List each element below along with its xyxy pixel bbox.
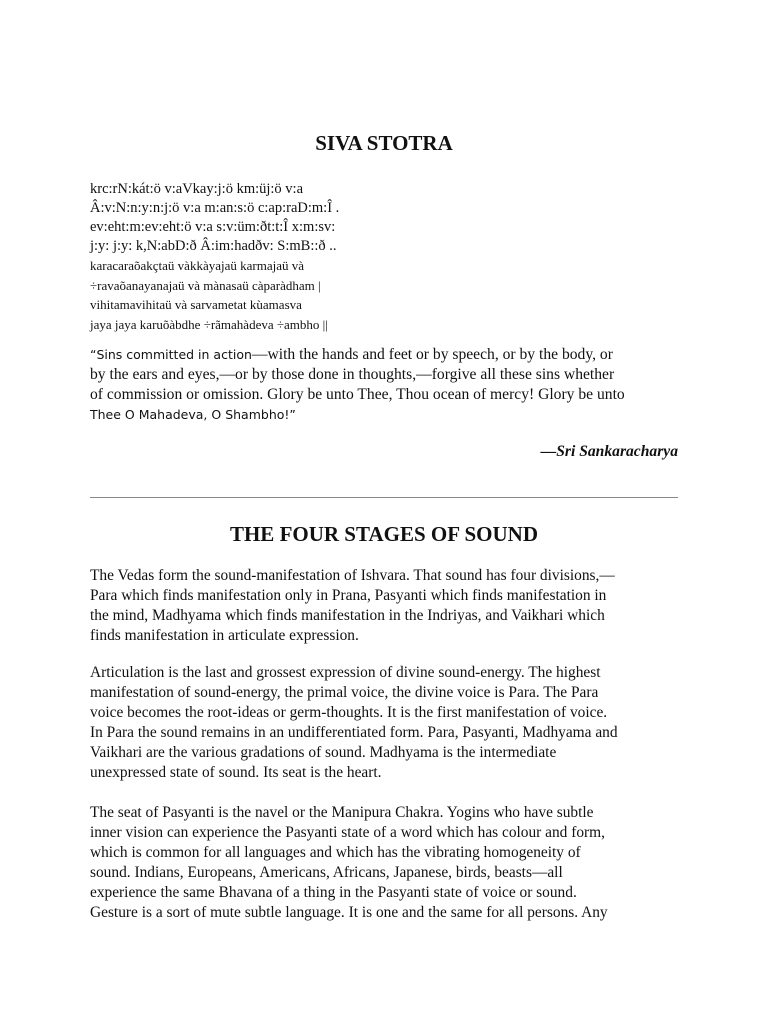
paragraph-line: Articulation is the last and grossest expression of divine sound-energy. The highest: [90, 664, 601, 681]
quote-closing: Thee O Mahadeva, O Shambho!”: [90, 407, 296, 422]
verse-font-line: j:y: j:y: k,N:abD:ð Â:im:hadðv: S:mB::ð ..: [90, 238, 337, 254]
paragraph-pasyanti: [90, 803, 686, 923]
paragraph-line: Gesture is a sort of mute subtle language. It is one and the same for all persons. Any: [90, 904, 608, 921]
paragraph-line: In Para the sound remains in an undifferentiated form. Para, Pasyanti, Madhyama and: [90, 724, 618, 741]
quote-attribution: —Sri Sankaracharya: [540, 443, 678, 460]
paragraph-line: unexpressed state of sound. Its seat is the heart.: [90, 764, 382, 781]
section-title-four-stages: THE FOUR STAGES OF SOUND: [229, 522, 539, 546]
verse-font-line: Â:v:N:n:y:n:j:ö v:a m:an:s:ö c:ap:raD:m:Î .: [90, 200, 340, 216]
paragraph-line: The seat of Pasyanti is the navel or the Manipura Chakra. Yogins who have subtle: [90, 804, 594, 821]
verse-roman-line: jaya jaya karuõàbdhe ÷rãmahàdeva ÷ambho ||: [90, 316, 328, 332]
paragraph-line: which is common for all languages and which has the vibrating homogeneity of: [90, 844, 581, 861]
quote-line: by the ears and eyes,—or by those done in thoughts,—forgive all these sins whether: [90, 366, 615, 383]
paragraph-line: finds manifestation in articulate expression.: [90, 627, 359, 644]
section-title-siva-stotra: SIVA STOTRA: [315, 131, 453, 155]
quote-line-rest: —with the hands and feet or by speech, or by the body, or: [251, 346, 613, 363]
paragraph-line: voice becomes the root-ideas or germ-thoughts. It is the first manifestation of voice.: [90, 704, 608, 721]
verse-font-line: krc:rN:kát:ö v:aVkay:j:ö km:üj:ö v:a: [90, 181, 304, 197]
verse-roman-line: karacaraõakçtaü vàkkàyajaü karmajaü và: [90, 258, 305, 273]
section-divider: [90, 497, 678, 498]
paragraph-line: experience the same Bhavana of a thing in the Pasyanti state of voice or sound.: [90, 884, 577, 901]
quote-line: of commission or omission. Glory be unto Thee, Thou ocean of mercy! Glory be unto: [90, 386, 625, 403]
stotra-verse: [90, 180, 690, 334]
paragraph-line: Para which finds manifestation only in Prana, Pasyanti which finds manifestation in: [90, 587, 607, 604]
verse-roman-line: ÷ravaõanayanajaü và mànasaü càparàdham |: [90, 277, 321, 293]
verse-roman-line: vihitamavihitaü và sarvametat kùamasva: [90, 297, 302, 312]
quote-line: [90, 345, 690, 365]
paragraph-line: The Vedas form the sound-manifestation of Ishvara. That sound has four divisions,—: [90, 567, 615, 584]
paragraph-line: Vaikhari are the various gradations of sound. Madhyama is the intermediate: [90, 744, 557, 761]
quote-opening: “Sins committed in action: [90, 347, 252, 362]
paragraph-vedas: [90, 566, 686, 646]
paragraph-line: the mind, Madhyama which finds manifestation in the Indriyas, and Vaikhari which: [90, 607, 605, 624]
paragraph-line: manifestation of sound-energy, the primal voice, the divine voice is Para. The Para: [90, 684, 599, 701]
paragraph-line: sound. Indians, Europeans, Americans, Africans, Japanese, birds, beasts—all: [90, 864, 563, 881]
paragraph-line: inner vision can experience the Pasyanti state of a word which has colour and form,: [90, 824, 605, 841]
stotra-translation-quote: [90, 345, 690, 425]
paragraph-articulation: [90, 663, 686, 783]
verse-font-line: ev:eht:m:ev:eht:ö v:a s:v:üm:ðt:t:Î x:m:sv:: [90, 219, 336, 235]
